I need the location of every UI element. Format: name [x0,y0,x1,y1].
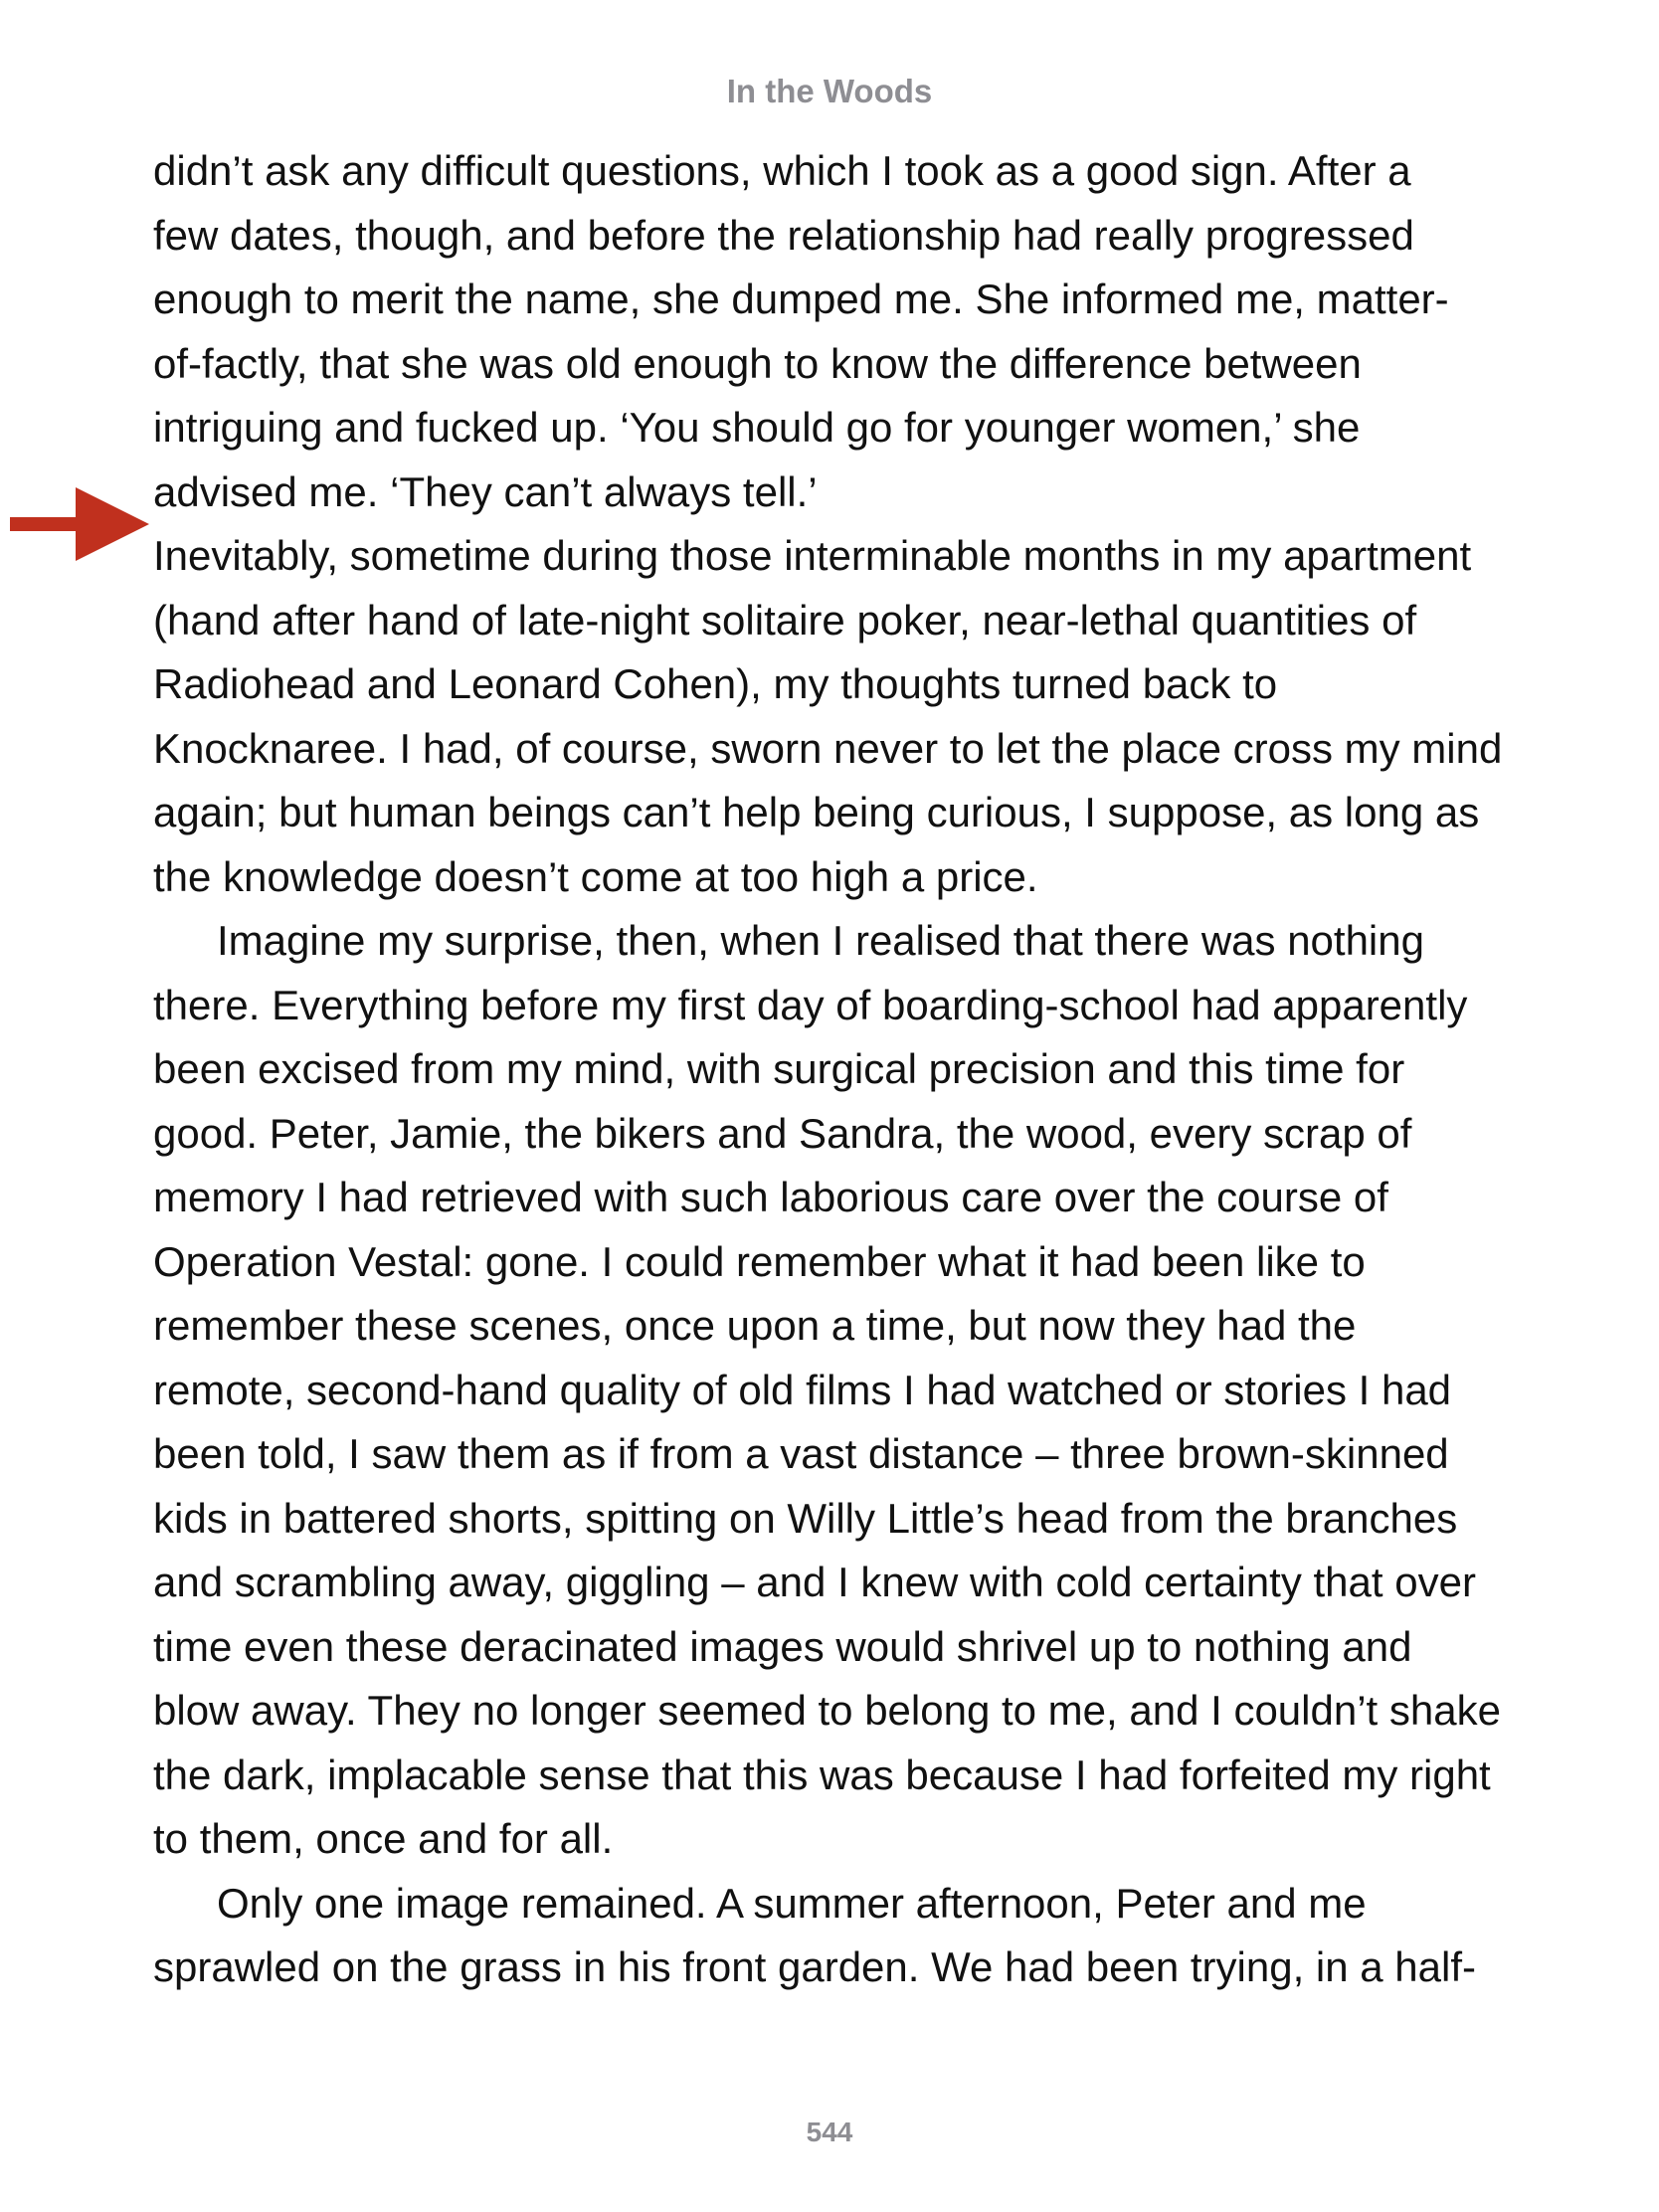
text-line: blow away. They no longer seemed to belong to me, and I couldn’t shake [153,1687,1501,1734]
text-line: sprawled on the grass in his front garden. We had been trying, in a half- [153,1943,1476,1990]
text-line: the knowledge doesn’t come at too high a price. [153,852,1038,900]
text-line: few dates, though, and before the relationship had really progressed [153,211,1414,259]
text-line: of-factly, that she was old enough to know the difference between [153,339,1362,387]
page-body-text [153,139,1536,2000]
text-line: didn’t ask any difficult questions, which I took as a good sign. After a [153,147,1411,194]
text-line: the dark, implacable sense that this was because I had forfeited my right [153,1751,1491,1798]
text-line: remember these scenes, once upon a time, but now they had the [153,1302,1357,1349]
text-line: intriguing and fucked up. ‘You should go for younger women,’ she [153,404,1361,451]
text-line: been told, I saw them as if from a vast distance – three brown-skinned [153,1430,1449,1477]
text-line: Inevitably, sometime during those interminable months in my apartment [153,532,1472,579]
text-line: and scrambling away, giggling – and I knew with cold certainty that over [153,1559,1476,1605]
text-line: to them, once and for all. [153,1815,614,1862]
text-line: Only one image remained. A summer afternoon, Peter and me [217,1879,1367,1927]
arrow-right-icon [10,487,149,561]
text-line: remote, second-hand quality of old films I had watched or stories I had [153,1366,1452,1413]
text-line: Imagine my surprise, then, when I realised that there was nothing [217,917,1424,964]
text-line: Radiohead and Leonard Cohen), my thoughts turned back to [153,660,1278,707]
text-line: memory I had retrieved with such laborious care over the course of [153,1174,1388,1220]
text-line: Knocknaree. I had, of course, sworn never to let the place cross my mind [153,724,1503,772]
text-line: enough to merit the name, she dumped me. She informed me, matter- [153,276,1449,322]
text-line: Operation Vestal: gone. I could remember what it had been like to [153,1237,1366,1285]
text-line: again; but human beings can’t help being curious, I suppose, as long as [153,789,1480,835]
text-line: kids in battered shorts, spitting on Willy Little’s head from the branches [153,1494,1458,1542]
text-line: time even these deracinated images would shrivel up to nothing and [153,1622,1412,1670]
running-header-title: In the Woods [726,73,933,109]
page-number: 544 [806,2117,853,2147]
text-line: there. Everything before my first day of boarding-school had apparently [153,981,1468,1028]
text-line: good. Peter, Jamie, the bikers and Sandra, the wood, every scrap of [153,1109,1412,1157]
text-line: (hand after hand of late-night solitaire poker, near-lethal quantities of [153,596,1417,644]
text-line: advised me. ‘They can’t always tell.’ [153,467,818,515]
text-line: been excised from my mind, with surgical precision and this time for [153,1045,1405,1092]
